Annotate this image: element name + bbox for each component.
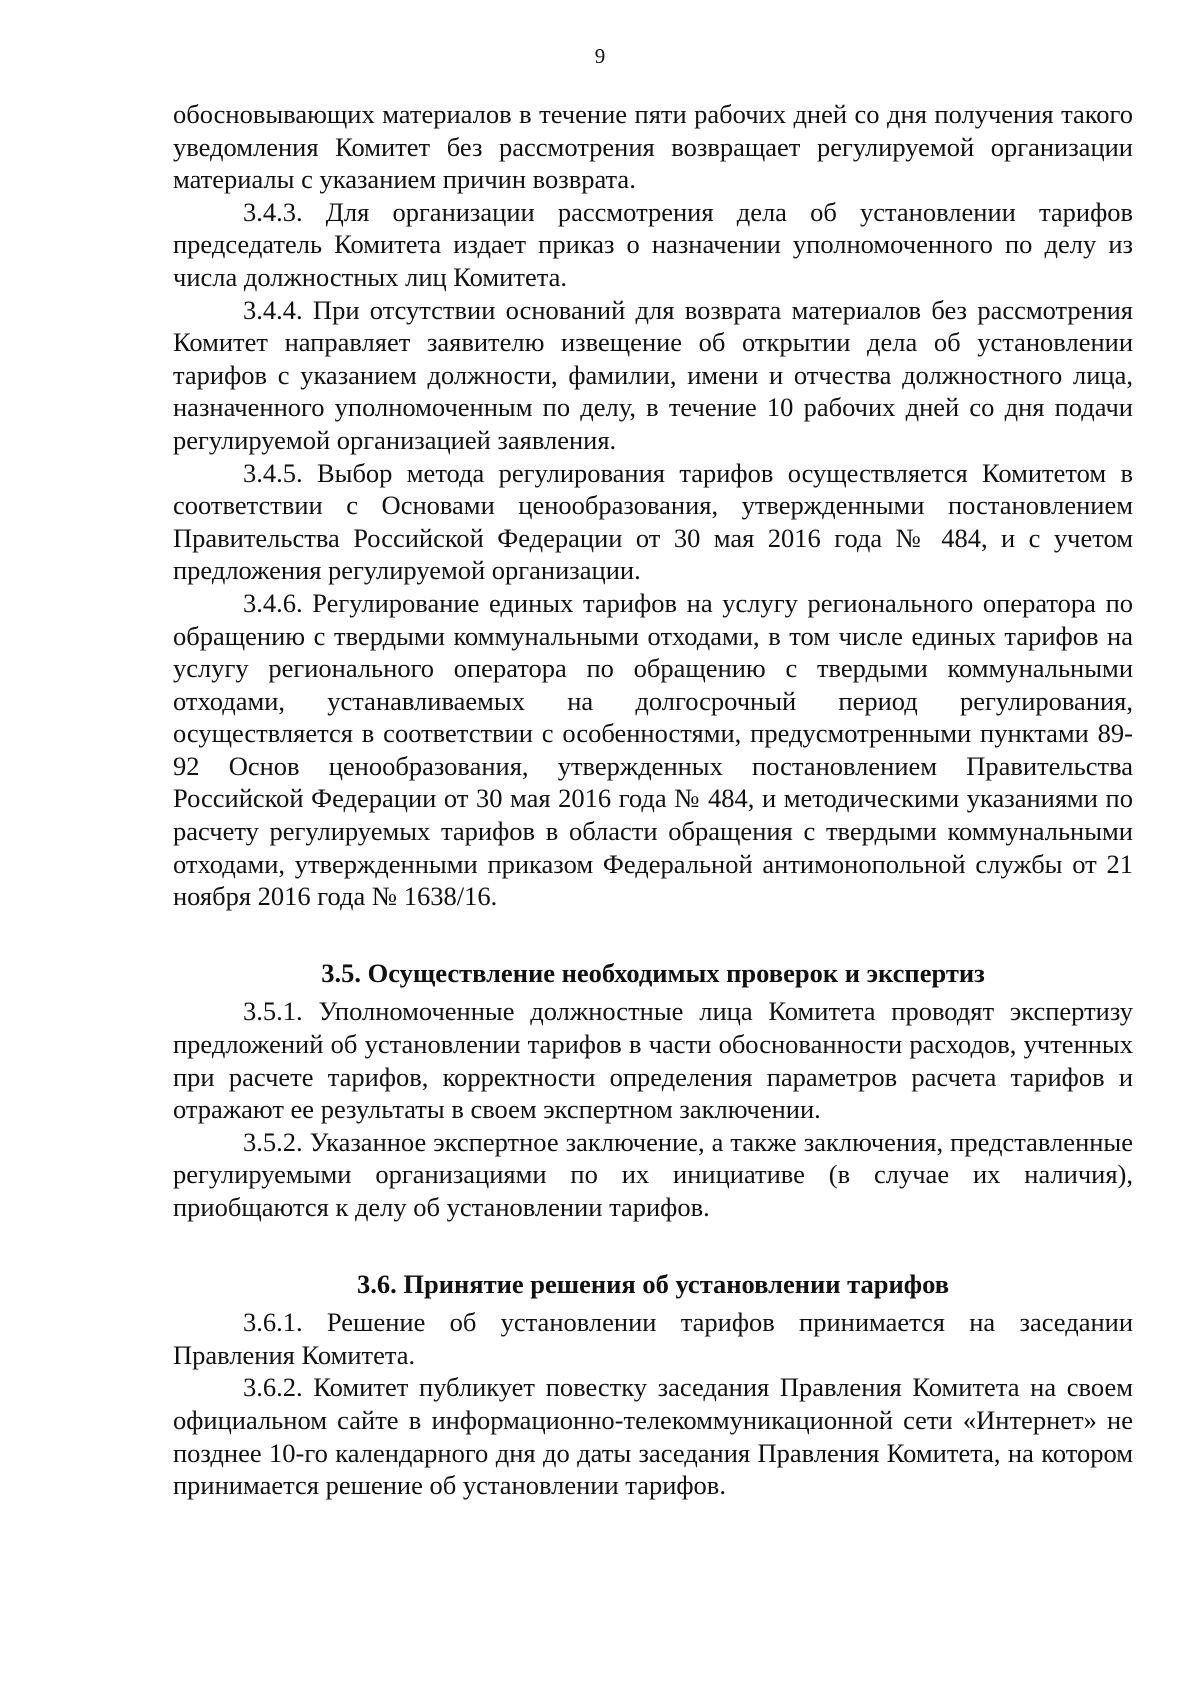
paragraph-3-5-1: 3.5.1. Уполномоченные должностные лица Комитета проводят экспертизу предложений об установлении тарифов в части обоснованности расходов, учтенных при расчете тарифов, корректности определения параметров расчета тарифов и отражают ее результаты в своем экспертном заключении. (173, 996, 1133, 1125)
paragraph-3-5-2: 3.5.2. Указанное экспертное заключение, а также заключения, представленные регулируемыми организациями по их инициативе (в случае их наличия), приобщаются к делу об установлении тарифов. (173, 1126, 1133, 1222)
section-spacer (173, 913, 1133, 957)
paragraph-3-4-5: 3.4.5. Выбор метода регулирования тарифов осуществляется Комитетом в соответствии с Основами ценообразования, утвержденными постановлением Правительства Российской Федерации от 30 мая 2016 года № 484, и с учетом предложения регулируемой организации. (173, 457, 1133, 586)
section-spacer (173, 1224, 1133, 1268)
section-heading-3-6: 3.6. Принятие решения об установлении тарифов (356, 1268, 950, 1299)
section-heading-3-5: 3.5. Осуществление необходимых проверок и экспертиз (321, 957, 985, 988)
paragraph-3-4-3: 3.4.3. Для организации рассмотрения дела об установлении тарифов председатель Комитета издает приказ о назначении уполномоченного по делу из числа должностных лиц Комитета. (173, 196, 1133, 292)
paragraph-3-4-6: 3.4.6. Регулирование единых тарифов на услугу регионального оператора по обращению с твердыми коммунальными отходами, в том числе единых тарифов на услугу регионального оператора по обращению с твердыми коммунальными отходами, устанавливаемых на долгосрочный период регулирования, осуществляется в соответствии с особенностями, предусмотренными пунктами 89-92 Основ ценообразования, утвержденных постановлением Правительства Российской Федерации от 30 мая 2016 года № 484, и методическими указаниями по расчету регулируемых тарифов в области обращения с твердыми коммунальными отходами, утвержденными приказом Федеральной антимонопольной службы от 21 ноября 2016 года № 1638/16. (173, 587, 1133, 912)
paragraph-3-4-4: 3.4.4. При отсутствии оснований для возврата материалов без рассмотрения Комитет направляет заявителю извещение об открытии дела об установлении тарифов с указанием должности, фамилии, имени и отчества должностного лица, назначенного уполномоченным по делу, в течение 10 рабочих дней со дня подачи регулируемой организацией заявления. (173, 294, 1133, 455)
page-number: 9 (594, 44, 606, 68)
paragraph-continuation: обосновывающих материалов в течение пяти рабочих дней со дня получения такого уведомления Комитет без рассмотрения возвращает регулируемой организации материалы с указанием причин возврата. (173, 99, 1133, 195)
paragraph-3-6-1: 3.6.1. Решение об установлении тарифов принимается на заседании Правления Комитета. (173, 1307, 1133, 1370)
document-body (173, 98, 1133, 1502)
paragraph-3-6-2: 3.6.2. Комитет публикует повестку заседания Правления Комитета на своем официальном сайте в информационно-телекоммуникационной сети «Интернет» не позднее 10-го календарного дня до даты заседания Правления Комитета, на котором принимается решение об установлении тарифов. (173, 1372, 1133, 1501)
